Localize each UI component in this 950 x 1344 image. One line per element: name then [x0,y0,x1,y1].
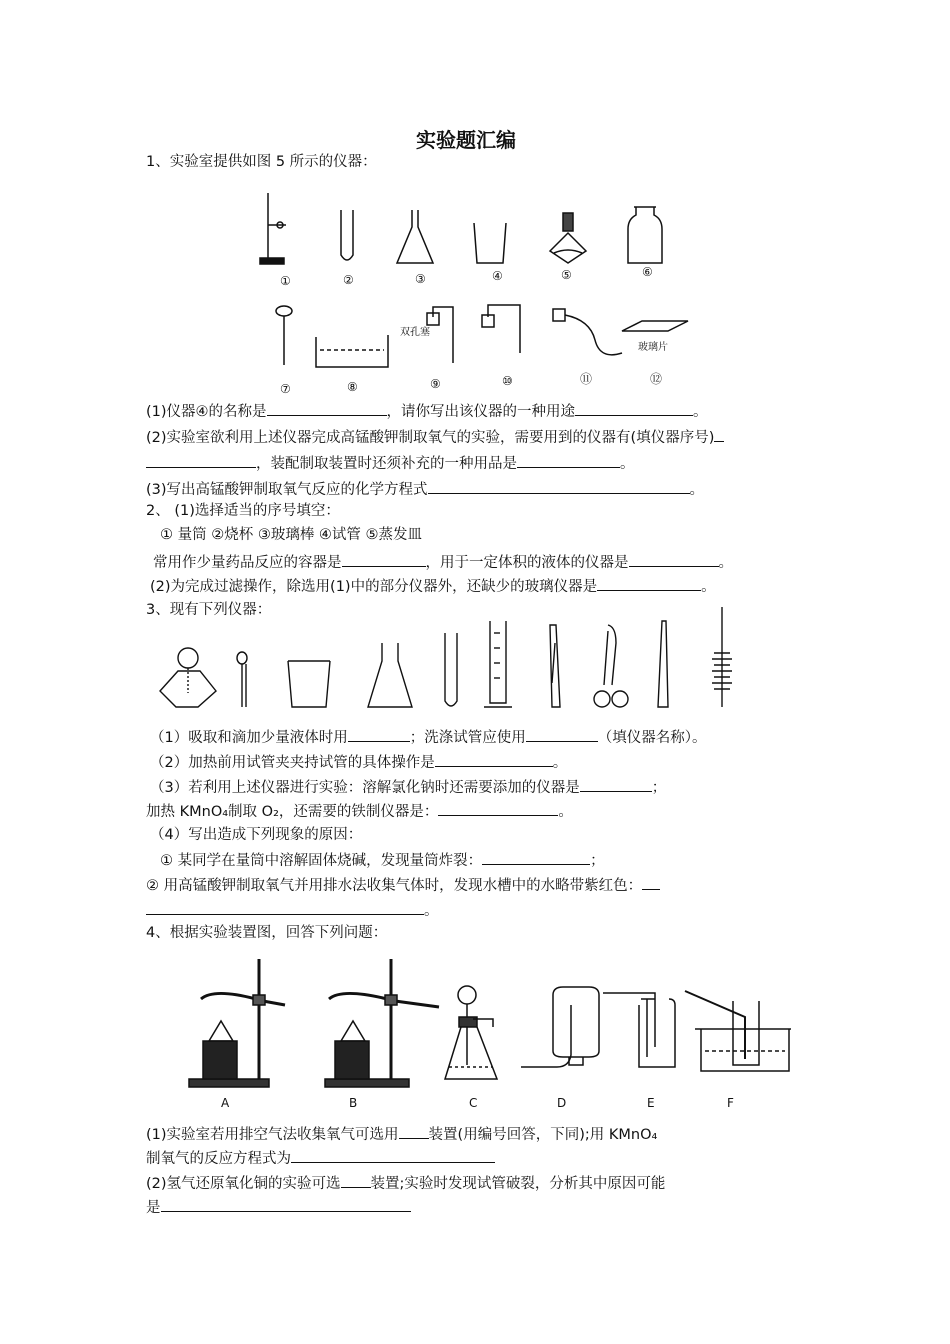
q1-p2-blank2[interactable] [517,453,620,468]
q3-sub4: （4）写出造成下列现象的原因： [150,827,363,843]
q1-part1 [146,401,708,421]
alcohol-lamp-icon [550,213,586,263]
q1-part3 [146,479,704,499]
q3-s4-2-blank[interactable] [642,875,660,890]
q1-label-9: ⑨ [430,377,441,391]
dropper-icon [276,306,292,365]
q4-p2-text-c: 是 [146,1200,161,1216]
q1-p1-text-a: (1)仪器④的名称是 [146,404,267,420]
q3-s1-text-c: （填仪器名称）。 [597,730,707,746]
q1-p3-blank[interactable] [428,479,690,494]
q3-sub4-item2-line1 [146,875,660,895]
two-hole-stopper-icon [427,307,453,363]
apparatus-f-icon [685,991,791,1071]
q1-p1-text-b: ，请你写出该仪器的一种用途 [386,404,576,420]
q1-p2-text-a: (2)实验室欲利用上述仪器完成高锰酸钾制取氧气的实验，需要用到的仪器有(填仪器序号) [146,430,715,446]
q3-s1-text-b: ；洗涤试管应使用 [409,730,526,746]
apparatus-d-icon [521,987,599,1067]
glass-slide-label: 玻璃片 [638,342,668,353]
q1-label-7: ⑦ [280,382,291,395]
q2-l1-text-b: ，用于一定体积的液体的仪器是 [425,555,629,571]
q3-sub3-line1 [150,777,666,797]
q3-s3-blank1[interactable] [580,777,652,792]
q1-p2-blank1-cont[interactable] [146,453,256,468]
q3-s1-text-a: （1）吸取和滴加少量液体时用 [150,730,348,746]
q2-options: ① 量筒 ②烧杯 ③玻璃棒 ④试管 ⑤蒸发皿 [160,527,423,543]
q1-label-12: ⑫ [650,372,663,386]
q1-label-10: ⑩ [502,374,513,388]
q2-l1-text-a: 常用作少量药品反应的容器是 [153,555,342,571]
q1-p3-text-b: 。 [689,482,705,498]
q3-s4-1-text-a: ① 某同学在量筒中溶解固体烧碱，发现量筒炸裂： [160,853,483,869]
iron-stand-icon [260,193,286,264]
q1-part2-line1 [146,427,724,447]
apparatus-c-icon [445,986,497,1079]
page-title: 实验题汇编 [416,128,516,152]
beaker-icon [474,223,506,263]
q1-part2-line2 [146,453,635,473]
q3-sub4-item1 [160,850,605,870]
apparatus-label-f: F [727,1096,734,1110]
q3-s3-text-c: 加热 KMnO₄制取 O₂，还需要的铁制仪器是： [146,804,439,820]
q3-sub3-line2 [146,801,573,821]
q2-l1-blank1[interactable] [342,552,426,567]
q1-label-11: ⑪ [580,372,593,386]
q3-s4-1-blank[interactable] [482,850,590,865]
test-tube-brush-icon [712,607,732,707]
water-trough-icon [316,335,388,367]
q4-p1-text-c: 制氧气的反应方程式为 [146,1151,291,1167]
q1-label-5: ⑤ [561,268,572,282]
apparatus-label-e: E [647,1096,655,1110]
conical-flask-icon [397,210,433,263]
q1-label-2: ② [343,273,354,287]
q3-intro: 3、现有下列仪器： [146,602,272,618]
measuring-cylinder-icon [484,621,512,707]
q3-s1-blank2[interactable] [526,727,598,742]
q3-s2-blank[interactable] [435,752,553,767]
q1-intro: 1、实验室提供如图 5 所示的仪器： [146,154,377,170]
q3-s3-text-b: ； [651,780,667,796]
q1-p1-blank1[interactable] [267,401,387,416]
q1-label-8: ⑧ [347,380,358,394]
q4-p2-text-a: (2)氢气还原氧化铜的实验可选 [146,1176,341,1192]
apparatus-label-a: A [221,1096,230,1110]
q4-p1-blank2[interactable] [291,1148,495,1163]
alcohol-lamp-icon [160,648,216,707]
apparatus-label-b: B [349,1096,358,1110]
apparatus-label-c: C [469,1096,478,1110]
q3-instruments-figure [150,603,770,715]
q3-sub4-item2-line2 [146,900,439,920]
apparatus-b-icon [325,959,439,1087]
reagent-bottle-icon [628,207,662,263]
apparatus-label-d: D [557,1096,567,1110]
q3-s3-text-d: 。 [558,804,573,820]
plug-label: 双孔塞 [400,327,430,338]
q1-label-6: ⑥ [642,265,653,279]
q3-s4-2-text-a: ② 用高锰酸钾制取氧气并用排水法收集气体时，发现水槽中的水略带紫红色： [146,878,643,894]
test-tube-icon [341,210,353,260]
q4-p2-blank2[interactable] [161,1197,411,1212]
q4-part1-line2 [146,1148,495,1168]
q1-instruments-figure [250,185,700,395]
q1-p2-text-b: ，装配制取装置时还须补充的一种用品是 [256,456,517,472]
q2-line1 [153,552,733,572]
tweezers-icon [658,621,668,707]
q2-l2-blank[interactable] [597,576,701,591]
q4-p1-text-b: 装置(用编号回答，下同);用 KMnO₄ [428,1127,658,1143]
dropper-icon [237,652,247,707]
q4-p1-text-a: (1)实验室若用排空气法收集氧气可选用 [146,1127,399,1143]
q3-s4-1-text-b: ； [590,853,605,869]
q1-label-3: ③ [415,272,426,286]
q4-part1-line1 [146,1124,657,1144]
test-tube-holder-icon [550,625,560,707]
rubber-tube-icon [553,309,622,355]
q1-p2-blank1[interactable] [714,427,724,442]
q2-line2 [150,576,716,596]
q2-l2-text-b: 。 [701,579,716,595]
q1-label-1: ① [280,274,291,288]
q1-label-4: ④ [492,269,503,283]
q3-s3-text-a: （3）若利用上述仪器进行实验：溶解氯化钠时还需要添加的仪器是 [150,780,580,796]
q2-l1-text-c: 。 [718,555,733,571]
q1-p1-blank2[interactable] [575,401,693,416]
q2-l1-blank2[interactable] [629,552,719,567]
q1-p3-text-a: (3)写出高锰酸钾制取氧气反应的化学方程式 [146,482,428,498]
q1-p1-text-c: 。 [693,404,708,420]
single-hole-stopper-icon [482,305,520,353]
crucible-tongs-icon [594,625,628,707]
apparatus-e-icon [603,993,675,1067]
beaker-icon [288,661,330,707]
q3-s3-blank2[interactable] [438,801,558,816]
q4-part2-line1 [146,1173,665,1193]
test-tube-icon [445,633,457,706]
q4-p2-blank1[interactable] [341,1173,371,1188]
q3-sub1 [150,727,706,747]
q4-part2-line2 [146,1197,411,1217]
q3-s2-text-b: 。 [552,755,568,771]
q2-intro: 2、 (1)选择适当的序号填空： [146,503,340,519]
q3-s4-2-text-b: 。 [424,903,439,919]
conical-flask-icon [368,643,412,707]
q4-p2-text-b: 装置;实验时发现试管破裂，分析其中原因可能 [370,1176,666,1192]
apparatus-a-icon [189,959,285,1087]
glass-slide-icon [622,321,688,331]
q3-sub2 [150,752,567,772]
q3-s4-2-blank-cont[interactable] [146,900,424,915]
q3-s2-text-a: （2）加热前用试管夹夹持试管的具体操作是 [150,755,435,771]
q4-intro: 4、根据实验装置图，回答下列问题： [146,925,388,941]
q4-p1-blank1[interactable] [399,1124,429,1139]
q3-s1-blank1[interactable] [348,727,410,742]
q4-apparatus-figure [185,955,795,1115]
q1-p2-text-c: 。 [620,456,635,472]
q2-l2-text-a: (2)为完成过滤操作，除选用(1)中的部分仪器外，还缺少的玻璃仪器是 [150,579,598,595]
